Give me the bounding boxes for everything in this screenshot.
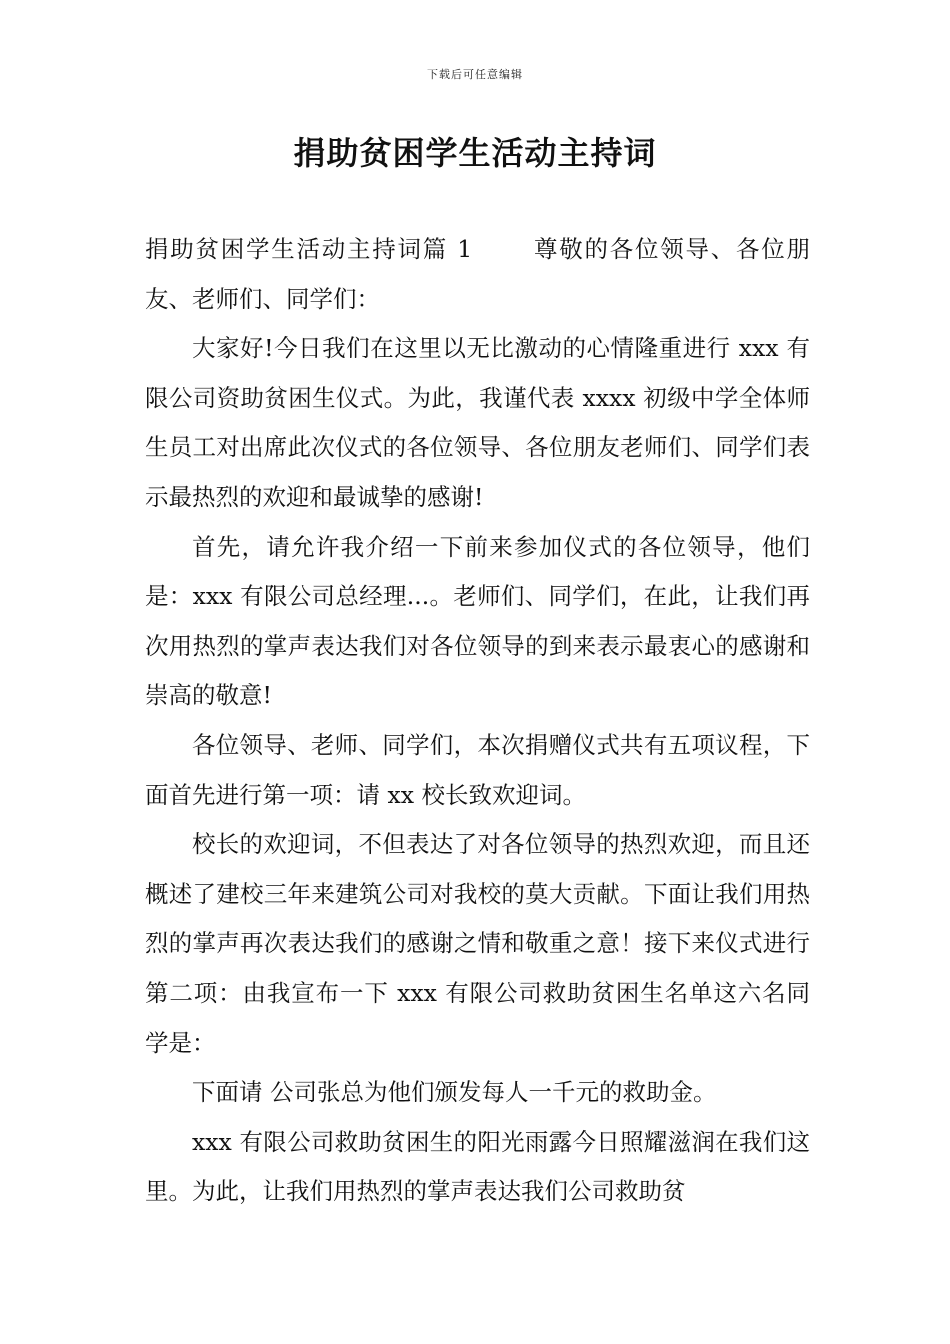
body-paragraph: 下面请 公司张总为他们颁发每人一千元的救助金。 [192, 1078, 717, 1107]
header-note: 下载后可任意编辑 [427, 68, 523, 81]
body-paragraph: xxx 有限公司救助贫困生的阳光雨露今日照耀滋润在我们这里。为此，让我们用热烈的掌声表达我们公司救助贫 [145, 1127, 810, 1206]
document-title: 捐助贫困学生活动主持词 [293, 134, 657, 172]
body-paragraph: 校长的欢迎词，不但表达了对各位领导的热烈欢迎，而且还概述了建校三年来建筑公司对我校的莫大贡献。下面让我们用热烈的掌声再次表达我们的感谢之情和敬重之意！接下来仪式进行第二项：由我宣布一下 xxx 有限公司救助贫困生名单这六名同学是： [145, 830, 810, 1057]
intro-paragraph [145, 225, 810, 324]
intro-greeting: 尊敬的各位领导、各位朋友、老师们、同学们： [145, 235, 811, 313]
intro-label: 捐助贫困学生活动主持词篇 1 [145, 235, 473, 263]
body-paragraph: 各位领导、老师、同学们，本次捐赠仪式共有五项议程，下面首先进行第一项：请 xx 校长致欢迎词。 [145, 730, 810, 809]
body-paragraph: 首先，请允许我介绍一下前来参加仪式的各位领导，他们是：xxx 有限公司总经理...。老师们、同学们，在此，让我们再次用热烈的掌声表达我们对各位领导的到来表示最衷心的感谢和崇高的敬意! [145, 532, 810, 710]
body-paragraph: 大家好!今日我们在这里以无比激动的心情隆重进行 xxx 有限公司资助贫困生仪式。为此，我谨代表 xxxx 初级中学全体师生员工对出席此次仪式的各位领导、各位朋友老师们、同学们表示最热烈的欢迎和最诚挚的感谢! [145, 334, 810, 511]
document-body [145, 225, 810, 1217]
